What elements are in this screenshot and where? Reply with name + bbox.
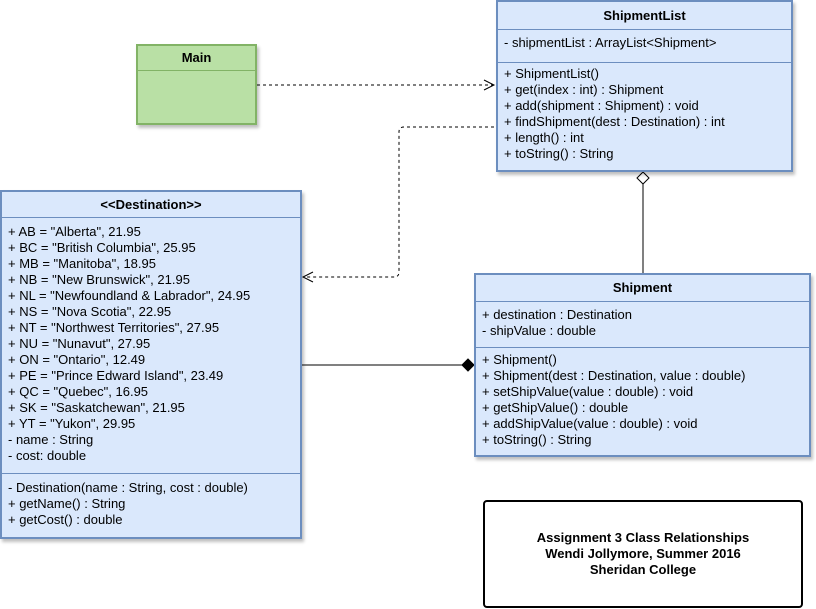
note-box[interactable]: [483, 500, 803, 608]
operation: + getName() : String: [8, 496, 126, 511]
shipmentlist-class[interactable]: [496, 0, 793, 172]
operation: + length() : int: [504, 130, 584, 145]
attribute: - name : String: [8, 432, 94, 447]
operation: + setShipValue(value : double) : void: [482, 384, 694, 399]
attribute: + QC = "Quebec", 16.95: [8, 384, 149, 399]
attribute: + destination : Destination: [482, 307, 632, 322]
destination-enum[interactable]: [0, 190, 302, 539]
aggregation-diamond: [637, 172, 649, 184]
class-name: <<Destination>>: [2, 192, 300, 218]
operation: + addShipValue(value : double) : void: [482, 416, 698, 431]
operations-section: [498, 63, 791, 165]
attribute: + NT = "Northwest Territories", 27.95: [8, 320, 220, 335]
operation: + ShipmentList(): [504, 66, 600, 81]
operation: + getCost() : double: [8, 512, 123, 527]
operation: + getShipValue() : double: [482, 400, 629, 415]
dependency-shipmentlist-to-destination: [303, 127, 494, 277]
attributes-section: [476, 302, 809, 348]
operations-section: [476, 348, 809, 451]
attributes-section: [498, 30, 791, 63]
attribute: + SK = "Saskatchewan", 21.95: [8, 400, 185, 415]
attribute: + YT = "Yukon", 29.95: [8, 416, 136, 431]
attribute: + NL = "Newfoundland & Labrador", 24.95: [8, 288, 251, 303]
composition-diamond: [462, 359, 474, 371]
attribute: + BC = "British Columbia", 25.95: [8, 240, 196, 255]
attribute: + MB = "Manitoba", 18.95: [8, 256, 156, 271]
class-name: ShipmentList: [498, 2, 791, 30]
operation: + Shipment(): [482, 352, 557, 367]
operations-section: [2, 474, 300, 531]
operation: - Destination(name : String, cost : double): [8, 480, 248, 495]
operation: + add(shipment : Shipment) : void: [504, 98, 699, 113]
attribute: + AB = "Alberta", 21.95: [8, 224, 141, 239]
class-name: Shipment: [476, 275, 809, 302]
attributes-section: [2, 218, 300, 474]
attribute: - shipmentList : ArrayList<Shipment>: [504, 35, 717, 50]
attribute: + NU = "Nunavut", 27.95: [8, 336, 151, 351]
operation: + findShipment(dest : Destination) : int: [504, 114, 725, 129]
operation: + get(index : int) : Shipment: [504, 82, 664, 97]
note-line: Wendi Jollymore, Summer 2016: [545, 546, 741, 561]
note-line: Assignment 3 Class Relationships: [536, 530, 750, 545]
note-line: Sheridan College: [589, 562, 697, 577]
shipment-class[interactable]: [474, 273, 811, 457]
operation: + toString() : String: [504, 146, 614, 161]
attribute: - cost: double: [8, 448, 87, 463]
attribute: + NS = "Nova Scotia", 22.95: [8, 304, 172, 319]
attribute: + NB = "New Brunswick", 21.95: [8, 272, 190, 287]
class-name: Main: [138, 46, 255, 71]
operation: + toString() : String: [482, 432, 592, 447]
main-class[interactable]: [136, 44, 257, 125]
operation: + Shipment(dest : Destination, value : double): [482, 368, 746, 383]
attribute: + ON = "Ontario", 12.49: [8, 352, 146, 367]
attribute: - shipValue : double: [482, 323, 596, 338]
attribute: + PE = "Prince Edward Island", 23.49: [8, 368, 224, 383]
